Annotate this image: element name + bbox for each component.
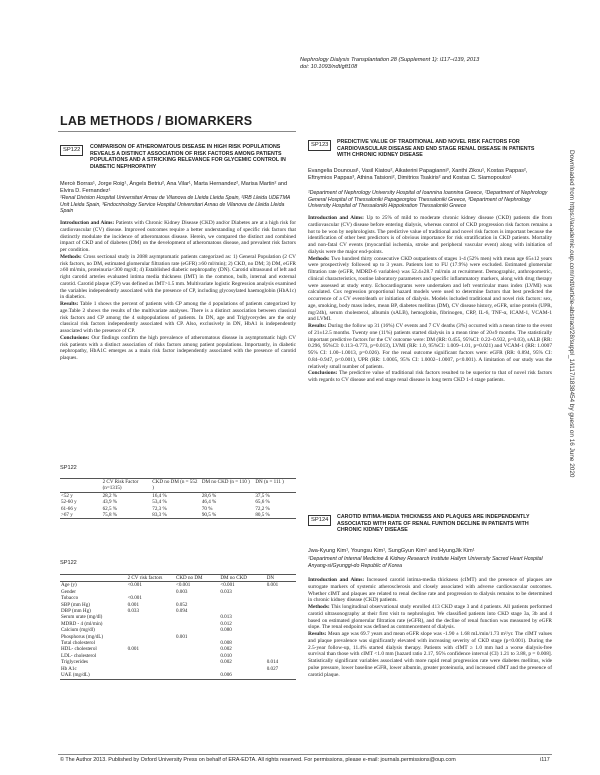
table-row (60, 492, 296, 499)
table-cell: <0.001 (220, 582, 235, 589)
table-cell: MDRD - 4 (ml/min) (61, 620, 103, 627)
abstract-id-sp122: SP122 (60, 145, 83, 156)
table-cell: 0.001 (127, 601, 140, 608)
results-paragraph (60, 301, 296, 335)
abstract-id-sp123: SP123 (308, 140, 331, 151)
table-cell: 0.002 (220, 659, 232, 666)
table-cell: >67 y (60, 512, 102, 519)
table-cell: 16,4 % (152, 492, 167, 499)
abstract-body-sp122 (60, 220, 296, 362)
abstract-title-sp122: COMPARISON OF ATHEROMATOUS DISEASE IN HIGH RISK POPULATIONS REVEALS A DISTINCT ASSOCIATION OF RISK FACTORS AMONG PATIENTS POPULATIONS AND A STRICKING RELEVANCE FOR GLYCEMIC CONTROL IN DIABETIC NEPHROPATHY (90, 144, 286, 170)
results-text: Table 1 shows the percent of patients with CP among the 4 populations of patients categorized by age.Table 2 shows the results of the multivariate analyses. There is a distinct association between classical risk factors and CP among the 4 subpopulations of patients. In DN, age and Triglycerydes are the only classical risk factors independently associated with CP. Also, exclusively in DN, HbA1 is independently associated with the presence of CP. (60, 301, 296, 334)
results-label: Results: (308, 631, 327, 637)
table-cell: Calcium (mg/dl) (61, 627, 95, 634)
journal-line: Nephrology Dialysis Transplantation 28 (Supplement 1): i117–i139, 2013 (300, 57, 480, 63)
table-cell: 72,3 % (152, 505, 167, 512)
authors-sp123: Evangelia Dounousi¹, Vasil Kiatou², Aikaterini Papagianni³, Xanthi Zikou¹, Kostas Pappas², Eftnymios Pappas³, Athina Tatsioni², Dimitrios Tsakiris² and Kostas C. Siamopoulos¹ (308, 168, 528, 181)
abstract-title-sp123: PREDICTIVE VALUE OF TRADITIONAL AND NOVEL RISK FACTORS FOR CARDIOVASCULAR DISEASE AND END STAGE RENAL DISEASE IN PATIENTS WITH CHRONIC KIDNEY DISEASE (337, 139, 535, 159)
intro-text: Patients with Chronic Kidney Disease (CKD) and/or Diabetes are at a high risk for cardiovascular (CV) disease. Improved outcomes require a better understanding of specific risk factors that distinctly modulate the incidence of atheromatous disease. Herein, we compared the distinct and combined impact of CKD and of diabetes (DM) on the development of atheromatous disease, and prevalent risk factors per condition. (60, 220, 297, 253)
table-cell: 61-66 y (61, 505, 77, 512)
intro-paragraph (60, 220, 296, 254)
conclusions-label: Conclusions: (308, 370, 338, 377)
table-cell: 0.001 (175, 633, 188, 640)
table2-label: SP122 (60, 560, 77, 566)
table-header-cell (60, 575, 127, 582)
affiliation-sp123: ¹Department of Nephrology University Hospital of Ioannina Ioannina Greece, ²Department of Nephrology General Hospital of Thessaloniki Papageorgiou Thessaloniki Greece, ³Department of Nephrology University Hospital of Thessaloniki Hippokration Thessaloniki Greece (308, 190, 548, 210)
table-cell: 0.006 (219, 672, 265, 679)
table-cell: 0.010 (220, 652, 232, 659)
intro-label: Introduction and Aims: (308, 215, 364, 221)
abstract-body-sp124 (308, 577, 552, 678)
authors-sp124: Jwa-Kyung Kim¹, Youngsu Kim¹, SungGyun Kim¹ and HyungJik Kim¹ (308, 548, 475, 554)
table-cell: 65,6 % (255, 499, 270, 506)
table-cell: <0.001 (175, 582, 191, 589)
table-cell: 0.033 (127, 608, 140, 615)
results-text: During the follow up 31 (16%) CV events and 7 CV deaths (3%) occurred with a mean time to the event of 21±12.5 months. Twenty one (11%) patients started dialysis in a mean time of 20±9 months. The statistically important predictive factors for the CV outcome were: DM (RR: 0.455, 95%CI: 0.22–0.932, p=0.03), sALB (RR: 0.296, 95%CI: 0.113–0.773, p=0.013), LVMI (RR: 1.0, 95%CI: 1.009–1.01, p=0.021) and VCAM-1 (RR: 1.0007 95% CI: 1.00–1.0013, p=0.026). For the renal outcome significant factors were: eGFR (RR: 0.894, 95% CI: 0.84–0.947, p<0.001), UPR (RR: 1.0005, 95% CI: 1.0002–1.0007, p<0.001). A limitation of our study was the relatively small number of patients. (308, 323, 552, 370)
conclusions-text: The predictive value of traditional risk factors resulted to be superior to that of novel risk factors with regards to CV disease and end stage renal disease in long term CKD 1-4 stage patients. (308, 370, 552, 383)
table-cell (175, 672, 219, 679)
table-cell: Gender (61, 588, 76, 595)
results-text: Mean age was 69.7 years and mean eGFR slope was -1.90 ± 1.68 mL/min/1.73 m²/yr. The cIMT values and plaque prevalence was significantly elevated with increasing severity of CKD stage (p<0.001). During the 2.5-year follow-up, 11.4% started dialysis therapy. Patients with cIMT ≥ 1.0 mm had a worse dialysis-free survival than those with cIMT <1.0 mm [hazard ratio 2.17, 95% confidence interval (CI) 1.21 to 3.88, p = 0.008]. Statistically significant variables associated with more rapid renal progression rate were diabetes mellitus, wide pulse pressure, lower baseline eGFR, lower albumin, greater proteinuria, and increased cIMT and the presence of carotid plaque. (308, 631, 552, 678)
table-cell: LDL- cholesterol (61, 652, 97, 659)
footer-divider (58, 754, 552, 755)
conclusions-paragraph (308, 370, 552, 384)
table-header-cell: DM no CKD (219, 575, 265, 582)
table-cell: Total cholesterol (61, 640, 96, 647)
table-cell: 53,4 % (152, 499, 167, 506)
conclusions-label: Conclusions: (60, 334, 90, 341)
table1-label: SP122 (60, 465, 77, 471)
conclusions-text: Our findings confirm the high prevalence of atheromatous disease in asymptomatic high CV risk patients with a distinct association of risks factors among patient populations. Importantly, in diabetic nephropathy, HbA1C emerges as a main risk factor independently associated with the presence of carotid plaques. (60, 334, 296, 361)
abstract-body-sp123 (308, 215, 552, 384)
table-cell: Triglycerides (61, 659, 88, 666)
table-cell: 90,5 % (201, 512, 255, 519)
table-header-cell: DN (266, 575, 296, 582)
download-side-note (566, 150, 575, 620)
intro-text: Increased carotid intima-media thickness (cIMT) and the presence of plaques are surrogate markers of systemic atherosclerosis and closely associated with adverse cardiovascular outcomes. Whether cIMT and plaques are related to renal decline rate and progression to dialysis remains to be determined in chronic kidney disease (CKD) patients. (308, 577, 552, 604)
table-header-cell: CKD no DM (175, 575, 219, 582)
download-side-note-text: Downloaded from https://academic.oup.com/ndt/article-abstract/28/suppl_1/i117/1838454 by guest on 16 June 2020 (568, 150, 575, 478)
table-cell: 28,6 % (201, 492, 217, 499)
table-header-row (60, 575, 296, 582)
authors-sp122: Mercè Borras¹, Jorge Roig¹, Àngels Betriu², Ana Vilar¹, Marta Hernandez², Marisa Martin² and Elvira D. Fernandez¹ (60, 181, 288, 194)
table-cell: 0.052 (175, 601, 188, 608)
age-prevalence-table (60, 478, 296, 519)
table-cell: 0.014 (266, 659, 279, 666)
methods-label: Methods: (60, 253, 82, 260)
methods-text: Two hundred thirty consecutive CKD outpatients of stages 1-4 (52% men) with mean age 65±12 years were prospectively followed up to 3 years. Patients lost to FU (17.9%) were excluded. Estimated glomerular filtration rate (eGFR, MDRD-6 variables) was 52.4±28.7 ml/min at recruitment. Demographic, anthropometric, clinical characteristics, routine laboratory parameters and specific inflammatory markers, along with drug therapy were assessed at study entry. Echocardiograms were undertaken and left ventricular mass index (LVMI) was calculated. Cox regression proportional hazard models were used to determine factors that best predicted the occurrence of a CV event/death or initiation of dialysis. Models included traditional and novel risk factors: sex, age, smoking, body mass index, mean BP, diabetes mellitus (DM), CV disease history, eGFR, urine protein (UPR, mg/24h), serum cholesterol, albumin (sALB), hemoglobin, fibrinogen, CRP, IL-6, TNF-α, ICAM-1, VCAM-1 and LVMI. (308, 255, 552, 323)
table-cell: SBP (mm Hg) (61, 601, 90, 608)
table-cell: 62,5 % (102, 505, 118, 512)
table-header-row (60, 479, 296, 493)
table-cell: 0.013 (220, 614, 232, 621)
conclusions-paragraph (60, 335, 296, 362)
methods-paragraph (308, 256, 552, 324)
table-cell: 0.001 (266, 582, 279, 589)
methods-text: Cross sectional study in 2088 asymptomatic patients categorized as: 1) General Population (2 CV risk factors, no DM, estimated glomerular filtration rate (eGFR) ≥60 ml/min); 2) CKD, no DM; 3) DM, eGFR ≥60 ml/min, proteinuria<300 mg/dl; 4) Established diabetic nephropathy (DN). Carotid ultrasound of left and right carotid arteries evaluated intima media thickness (IMT) in the common, bulb, internal and external carotid. Carotid plaque (CP) was defined as IMT>1.5 mm. Multivariate logistic Regression analysis examined the variables independently associated with the presence of CP, including glycosylated haemoglobin (HbA1c) in diabetics. (60, 253, 296, 301)
section-divider (58, 131, 296, 132)
intro-paragraph (308, 577, 552, 604)
table-header-cell: DN (n = 111 ) (254, 479, 296, 493)
intro-paragraph (308, 215, 552, 256)
table-cell (127, 672, 175, 679)
results-paragraph (308, 323, 552, 370)
footer-copyright: © The Author 2013. Published by Oxford University Press on behalf of ERA-EDTA. All rights reserved. For permissions, please e-mail: journals.permissions@oup.com (60, 757, 456, 763)
table-cell: 0.080 (220, 627, 232, 634)
table-header-cell: CKD no DM (n = 552 ) (151, 479, 201, 493)
table-cell: HDL- cholesterol (61, 646, 97, 653)
table-cell: 52-60 y (61, 499, 77, 506)
methods-paragraph (60, 254, 296, 301)
footer-page-number: i117 (540, 757, 550, 763)
table-cell: Hb A1c (61, 665, 77, 672)
table-cell: Phosphorus (mg/dL) (61, 633, 104, 640)
abstract-id-sp124: SP124 (308, 515, 331, 526)
table-cell: 72,2 % (255, 505, 270, 512)
table-cell: UAE (mg/dL) (60, 672, 127, 679)
abstract-title-sp124: CAROTID INTIMA-MEDIA THICKNESS AND PLAQUES ARE INDEPENDENTLY ASSOCIATED WITH RATE OF RENAL FUNTION DECLINE IN PATIENTS WITH CHRONIC KIDNEY DISEASE (337, 514, 530, 534)
results-label: Results: (60, 301, 79, 307)
results-label: Results: (308, 323, 327, 329)
intro-label: Introduction and Aims: (308, 577, 365, 583)
methods-label: Methods: (308, 255, 330, 262)
table-cell: 0.002 (220, 646, 232, 653)
table-cell: 0.012 (220, 620, 232, 627)
table-cell: <52 y (61, 492, 73, 499)
methods-paragraph (308, 604, 552, 631)
table-cell: 43,9 % (102, 499, 118, 506)
table-cell: 37,5 % (255, 492, 270, 499)
table-cell: 0.033 (220, 588, 232, 595)
table-header-cell: 2 CV Risk Factor (n=1315) (102, 479, 152, 493)
table-cell: DBP (mm Hg) (61, 608, 91, 615)
table-cell: 28,2 % (102, 492, 118, 499)
table-cell: <0.001 (127, 582, 142, 589)
table-cell: Age (y) (61, 582, 77, 589)
intro-label: Introduction and Aims: (60, 220, 115, 226)
table-cell: 0.027 (266, 665, 279, 672)
table-cell: Serum urate (mg/dl) (61, 614, 103, 621)
table-row (60, 582, 296, 589)
table-row (60, 672, 296, 679)
methods-label: Methods: (308, 604, 330, 610)
affiliation-sp122: ¹Renal Division Hospital Universitari Arnau de Vilanova de Lleida Lleida Spain, ²IRB Lleida UDETMA Unit Lleida Spain, ³Endocrinology Service Hospital Universitari Arnau de Vilanova de Lleida Lleida Spain (60, 195, 291, 215)
table-header-cell (60, 479, 102, 493)
table-cell: 83,3 % (151, 512, 201, 519)
table-header-cell: DM no CKD (n = 110 ) (201, 479, 255, 493)
table-cell: 0.001 (127, 646, 140, 653)
table-cell: 75,8 % (102, 512, 152, 519)
table-cell: 0.003 (175, 588, 188, 595)
affiliation-sp124: ¹Department of Internal Medicine & Kidney Research Institute Hallym University Sacred Heart Hospital Anyang-si/Gyunggi-do Republic of Korea (308, 556, 543, 569)
doi-line: doi: 10.1093/ndt/gft108 (300, 64, 358, 70)
methods-text: This longitudinal observational study enrolled 413 CKD stage 3 and 4 patients. All patients performed carotid ultrasonography at their first visit to nephrologist. We classified patients into CKD stage 3a, 3b and 4 based on estimated glomerular filtration rate (eGFR), and the decline of renal function was measured by eGFR slope. The renal endpoint was defined as commencement of dialysis. (308, 604, 552, 631)
table-cell: 0.008 (220, 640, 232, 647)
table-cell: 0.094 (175, 608, 188, 615)
intro-text: Up to 25% of mild to moderate chronic kidney disease (CKD) patients die from cardiovascular (CV) disease before entering dialysis, whereas control of CKD progression risk factors remains a hot to be won by nephrologists. The predictive value of traditional and novel risk factors is important because the identification of other best predictors is of obvious importance for risk stratification in CKD patients. Mortality and non-fatal CV events (myocardial ischemia, stroke and peripheral vascular event) along with initiation of dialysis were the major end-points. (308, 215, 552, 255)
table-cell: 70 % (201, 505, 213, 512)
section-title: LAB METHODS / BIOMARKERS (60, 114, 253, 128)
table-row (60, 512, 296, 519)
journal-header (300, 57, 555, 71)
table-cell (266, 672, 296, 679)
results-paragraph (308, 631, 552, 678)
table-cell: 46,4 % (201, 499, 217, 506)
table-cell: 80,5 % (254, 512, 296, 519)
table-cell: <0.001 (127, 595, 142, 602)
risk-factor-table (60, 574, 296, 680)
table-cell: Tobacco (61, 595, 79, 602)
table-header-cell: 2 CV risk factors (127, 575, 175, 582)
